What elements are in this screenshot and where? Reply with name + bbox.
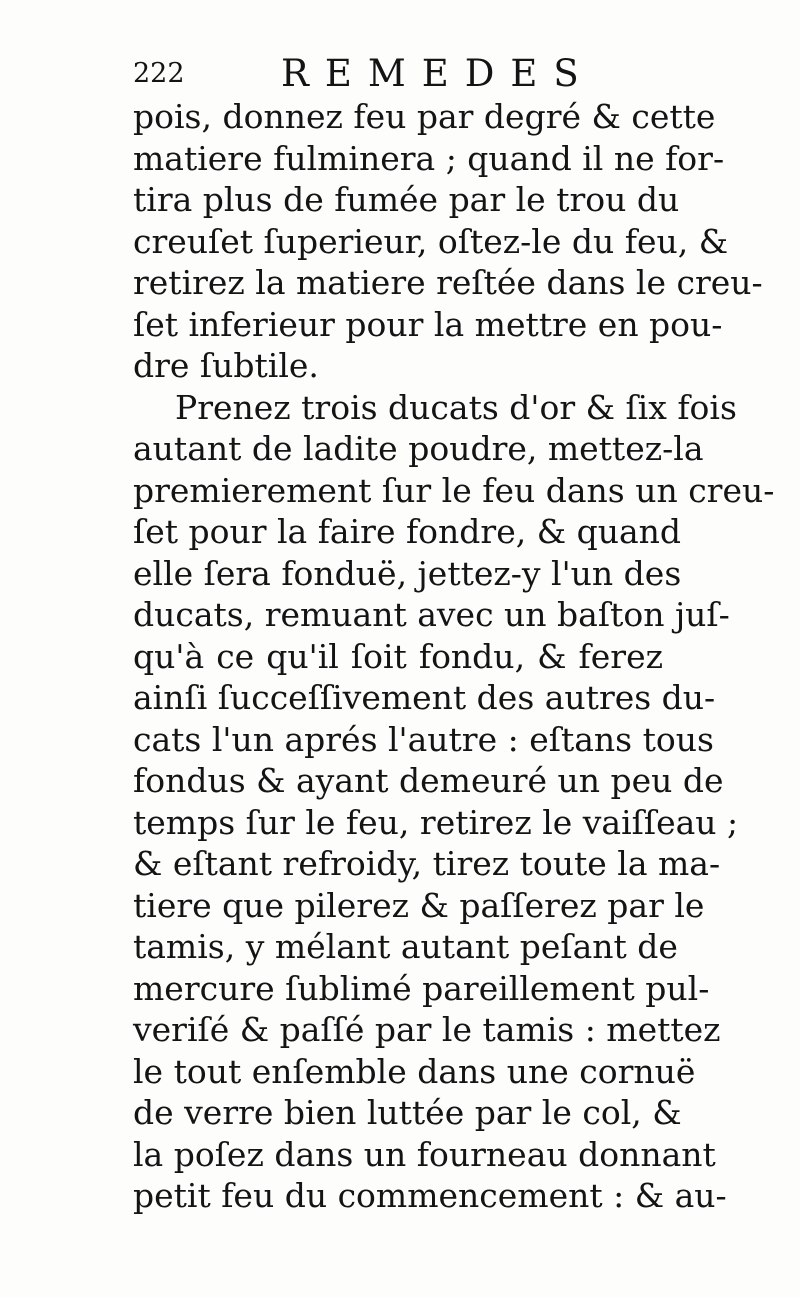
- running-head: REMEDES: [281, 52, 595, 95]
- text-block: [133, 52, 775, 1217]
- text-line: pois, donnez feu par degré & cette: [133, 97, 716, 136]
- text-line: premierement ſur le feu dans un creu-: [133, 470, 775, 510]
- text-line: ducats, remuant avec un baſton juſ-: [133, 595, 730, 634]
- text-line: & eſtant refroidy, tirez toute la ma-: [133, 844, 721, 883]
- page-number: 222: [133, 58, 185, 89]
- text-line: temps ſur le feu, retirez le vaiſſeau ;: [133, 802, 739, 842]
- text-line: veriſé & paſſé par le tamis : mettez: [133, 1010, 721, 1049]
- text-line: mercure ſublimé pareillement pul-: [133, 968, 710, 1008]
- text-line: tiere que pilerez & paſſerez par le: [133, 885, 705, 925]
- paragraph-1: [133, 96, 763, 387]
- text-line: dre ſubtile.: [133, 346, 319, 385]
- text-line: elle ſera fonduë, jettez-y l'un des: [133, 553, 682, 593]
- text-line: autant de ladite poudre, mettez-la: [133, 429, 704, 468]
- text-line: petit feu du commencement : & au-: [133, 1176, 727, 1215]
- text-line: de verre bien luttée par le col, &: [133, 1093, 682, 1132]
- text-line: ſet inferieur pour la mettre en pou-: [133, 304, 723, 344]
- text-line: fondus & ayant demeuré un peu de: [133, 761, 724, 800]
- text-line: la poſez dans un fourneau donnant: [133, 1134, 716, 1174]
- text-line: qu'à ce qu'il ſoit fondu, & ferez: [133, 636, 663, 676]
- page-header: [133, 52, 663, 96]
- text-line: retirez la matiere reſtée dans le creu-: [133, 263, 763, 302]
- text-line: Prenez trois ducats d'or & ſix fois: [175, 387, 737, 427]
- text-line: creuſet ſuperieur, oſtez-le du feu, &: [133, 221, 729, 261]
- text-line: ainſi ſucceſſivement des autres du-: [133, 678, 716, 717]
- paragraph-2: [133, 387, 775, 1217]
- text-line: ſet pour la faire fondre, & quand: [133, 512, 681, 551]
- text-line: tira plus de fumée par le trou du: [133, 180, 680, 219]
- text-line: cats l'un aprés l'autre : eſtans tous: [133, 719, 714, 759]
- text-line: matiere fulminera ; quand il ne for-: [133, 138, 725, 178]
- text-line: tamis, y mélant autant peſant de: [133, 927, 678, 966]
- text-line: le tout enſemble dans une cornuë: [133, 1051, 696, 1091]
